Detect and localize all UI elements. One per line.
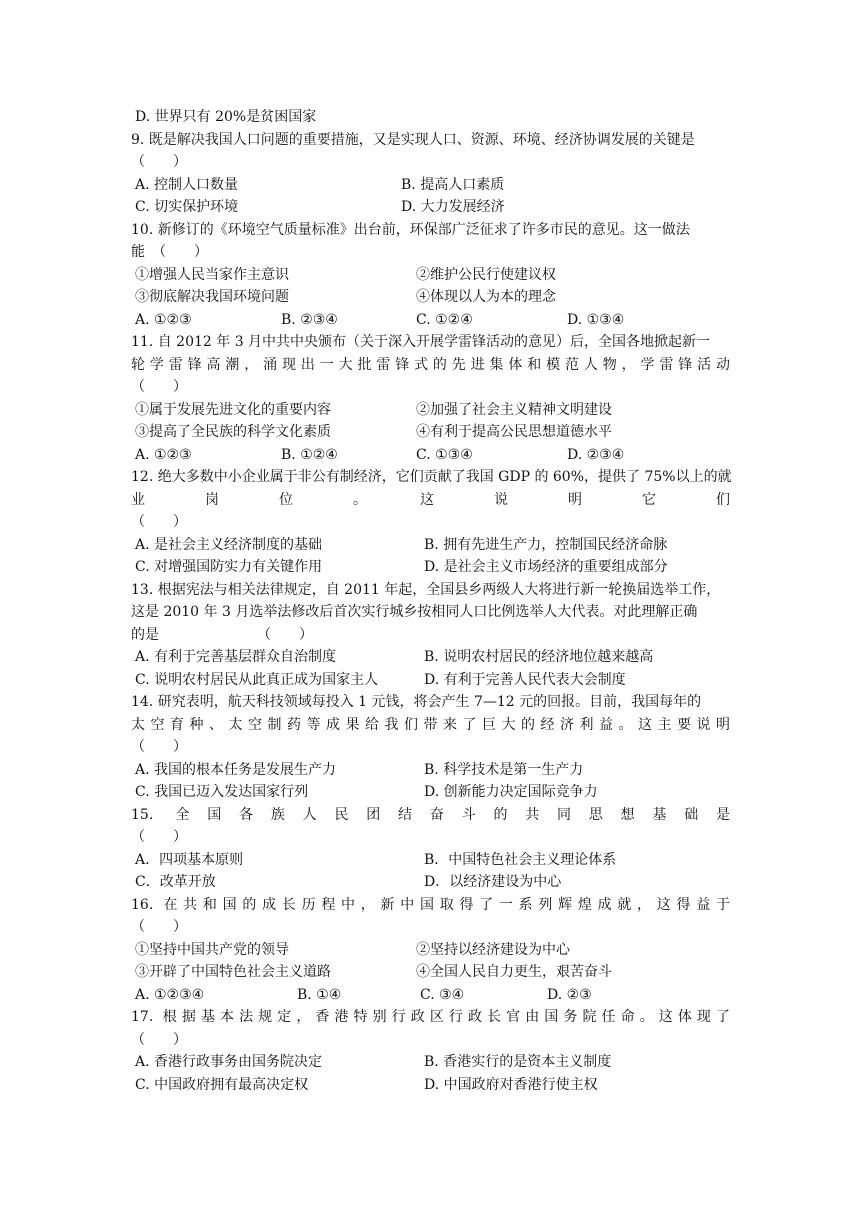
q10-statement-3: ③彻底解决我国环境问题 [135, 289, 289, 305]
q11-options-row [131, 444, 751, 466]
q14-option-c: C. 我国已迈入发达国家行列 [135, 784, 309, 800]
q11-statement-3: ③提高了全民族的科学文化素质 [135, 424, 331, 440]
q17-option-c: C. 中国政府拥有最高决定权 [135, 1077, 309, 1093]
q14-blank: （ ） [131, 739, 187, 755]
q10-statement-1: ①增强人民当家作主意识 [135, 267, 289, 283]
q15-stem: 15. 全国各族人民团结奋斗的共同思想基础是 [131, 807, 730, 823]
q11-stem-line2: 轮学雷锋高潮，涌现出一大批雷锋式的先进集体和模范人物，学雷锋活动 [131, 357, 730, 373]
q11-stem-line1: 11. 自 2012 年 3 月中共中央颁布（关于深入开展学雷锋活动的意见）后，全国各地掀起新一 [131, 334, 711, 350]
q15-options-row1 [131, 849, 751, 871]
q17-option-b: B. 香港实行的是资本主义制度 [424, 1054, 612, 1070]
q16-option-a: A. ①②③④ [135, 987, 205, 1003]
q15-option-b: B．中国特色社会主义理论体系 [424, 852, 617, 868]
q17-stem: 17. 根据基本法规定，香港特别行政区行政长官由国务院任命。这体现了 [131, 1009, 730, 1025]
q16-statements-row2 [131, 961, 751, 983]
q12-stem-line2: 业 岗 位 。 这 说 明 它 们 [131, 492, 730, 508]
q14-options-row1 [131, 759, 751, 781]
q13-stem-line3 [131, 624, 751, 646]
q11-statement-4: ④有利于提高公民思想道德水平 [416, 424, 612, 440]
q10-option-d: D. ①③④ [567, 312, 625, 328]
q16-option-c: C. ③④ [420, 987, 465, 1003]
q11-statement-1: ①属于发展先进文化的重要内容 [135, 402, 331, 418]
q10-option-a: A. ①②③ [135, 312, 192, 328]
q9-option-d: D. 大力发展经济 [401, 199, 505, 215]
q9-option-b: B. 提高人口素质 [401, 177, 505, 193]
q9-options-row1 [131, 174, 751, 196]
q9-options-row2 [131, 196, 751, 218]
q11-option-b: B. ①②④ [281, 447, 338, 463]
q14-stem-line1: 14. 研究表明，航天科技领域每投入 1 元钱，将会产生 7—12 元的回报。目前，我国每年的 [131, 694, 702, 710]
q16-option-b: B. ①④ [297, 987, 342, 1003]
q9-blank: （ ） [131, 154, 187, 170]
q16-statement-2: ②坚持以经济建设为中心 [416, 942, 570, 958]
q10-options-row [131, 309, 751, 331]
q10-statements-row2 [131, 286, 751, 308]
q14-option-a: A. 我国的根本任务是发展生产力 [135, 762, 337, 778]
q10-option-c: C. ①②④ [416, 312, 473, 328]
q15-blank: （ ） [131, 829, 187, 845]
q13-option-a: A. 有利于完善基层群众自治制度 [135, 649, 337, 665]
q17-options-row2 [131, 1074, 751, 1096]
q14-option-d: D. 创新能力决定国际竞争力 [424, 784, 598, 800]
q16-options-row [131, 984, 751, 1006]
q10-option-b: B. ②③④ [281, 312, 338, 328]
q10-statement-4: ④体现以人为本的理念 [416, 289, 556, 305]
q11-option-d: D. ②③④ [567, 447, 625, 463]
q12-options-row1 [131, 534, 751, 556]
q11-option-a: A. ①②③ [135, 447, 192, 463]
q16-blank: （ ） [131, 919, 187, 935]
q15-option-a: A．四项基本原则 [135, 852, 244, 868]
q14-option-b: B. 科学技术是第一生产力 [424, 762, 584, 778]
q11-statements-row2 [131, 421, 751, 443]
q17-blank: （ ） [131, 1032, 187, 1048]
q13-option-d: D. 有利于完善人民代表大会制度 [424, 672, 626, 688]
q12-options-row2 [131, 556, 751, 578]
q13-stem-end: 的是 [131, 627, 159, 643]
q11-statements-row1 [131, 399, 751, 421]
q12-option-d: D. 是社会主义市场经济的重要组成部分 [424, 559, 668, 575]
q12-blank: （ ） [131, 514, 187, 530]
q9-stem: 9. 既是解决我国人口问题的重要措施，又是实现人口、资源、环境、经济协调发展的关键是 [131, 132, 695, 148]
q9-option-a: A. 控制人口数量 [135, 177, 239, 193]
q15-option-d: D．以经济建设为中心 [424, 874, 562, 890]
q16-stem: 16. 在共和国的成长历程中，新中国取得了一系列辉煌成就，这得益于 [131, 897, 730, 913]
q17-option-a: A. 香港行政事务由国务院决定 [135, 1054, 323, 1070]
q13-stem-line2: 这是 2010 年 3 月选举法修改后首次实行城乡按相同人口比例选举人大代表。对此理解正确 [131, 604, 698, 620]
q11-blank: （ ） [131, 379, 187, 395]
q14-options-row2 [131, 781, 751, 803]
q12-option-c: C. 对增强国防实力有关键作用 [135, 559, 323, 575]
q10-statements-row1 [131, 264, 751, 286]
q10-statement-2: ②维护公民行使建议权 [416, 267, 556, 283]
q9-option-c: C. 切实保护环境 [135, 199, 239, 215]
q16-statement-1: ①坚持中国共产党的领导 [135, 942, 289, 958]
q14-stem-line2: 太空育种、太空制药等成果给我们带来了巨大的经济利益。这主要说明 [131, 717, 730, 733]
q13-blank: （ ） [257, 627, 313, 643]
q8-option-d: D. 世界只有 20%是贫困国家 [135, 109, 317, 125]
q13-options-row2 [131, 669, 751, 691]
q16-option-d: D. ②③ [547, 987, 592, 1003]
q10-stem-line2: 能 （ ） [131, 244, 208, 260]
q15-options-row2 [131, 871, 751, 893]
q16-statements-row1 [131, 939, 751, 961]
q12-option-b: B. 拥有先进生产力，控制国民经济命脉 [424, 537, 668, 553]
q13-option-c: C. 说明农村居民从此真正成为国家主人 [135, 672, 379, 688]
q13-options-row1 [131, 646, 751, 668]
q13-stem-line1: 13. 根据宪法与相关法律规定，自 2011 年起，全国县乡两级人大将进行新一轮换届选举工作， [131, 582, 721, 598]
q12-stem-line1: 12. 绝大多数中小企业属于非公有制经济，它们贡献了我国 GDP 的 60%，提供了 75%以上的就 [131, 469, 732, 485]
q15-option-c: C．改革开放 [135, 874, 216, 890]
q16-statement-4: ④全国人民自力更生，艰苦奋斗 [416, 964, 612, 980]
q10-stem-line1: 10. 新修订的《环境空气质量标准》出台前，环保部广泛征求了许多市民的意见。这一做法 [131, 222, 690, 238]
q11-statement-2: ②加强了社会主义精神文明建设 [416, 402, 612, 418]
q17-option-d: D. 中国政府对香港行使主权 [424, 1077, 598, 1093]
q16-statement-3: ③开辟了中国特色社会主义道路 [135, 964, 331, 980]
q13-option-b: B. 说明农村居民的经济地位越来越高 [424, 649, 654, 665]
q11-option-c: C. ①③④ [416, 447, 473, 463]
q12-option-a: A. 是社会主义经济制度的基础 [135, 537, 323, 553]
q17-options-row1 [131, 1051, 751, 1073]
